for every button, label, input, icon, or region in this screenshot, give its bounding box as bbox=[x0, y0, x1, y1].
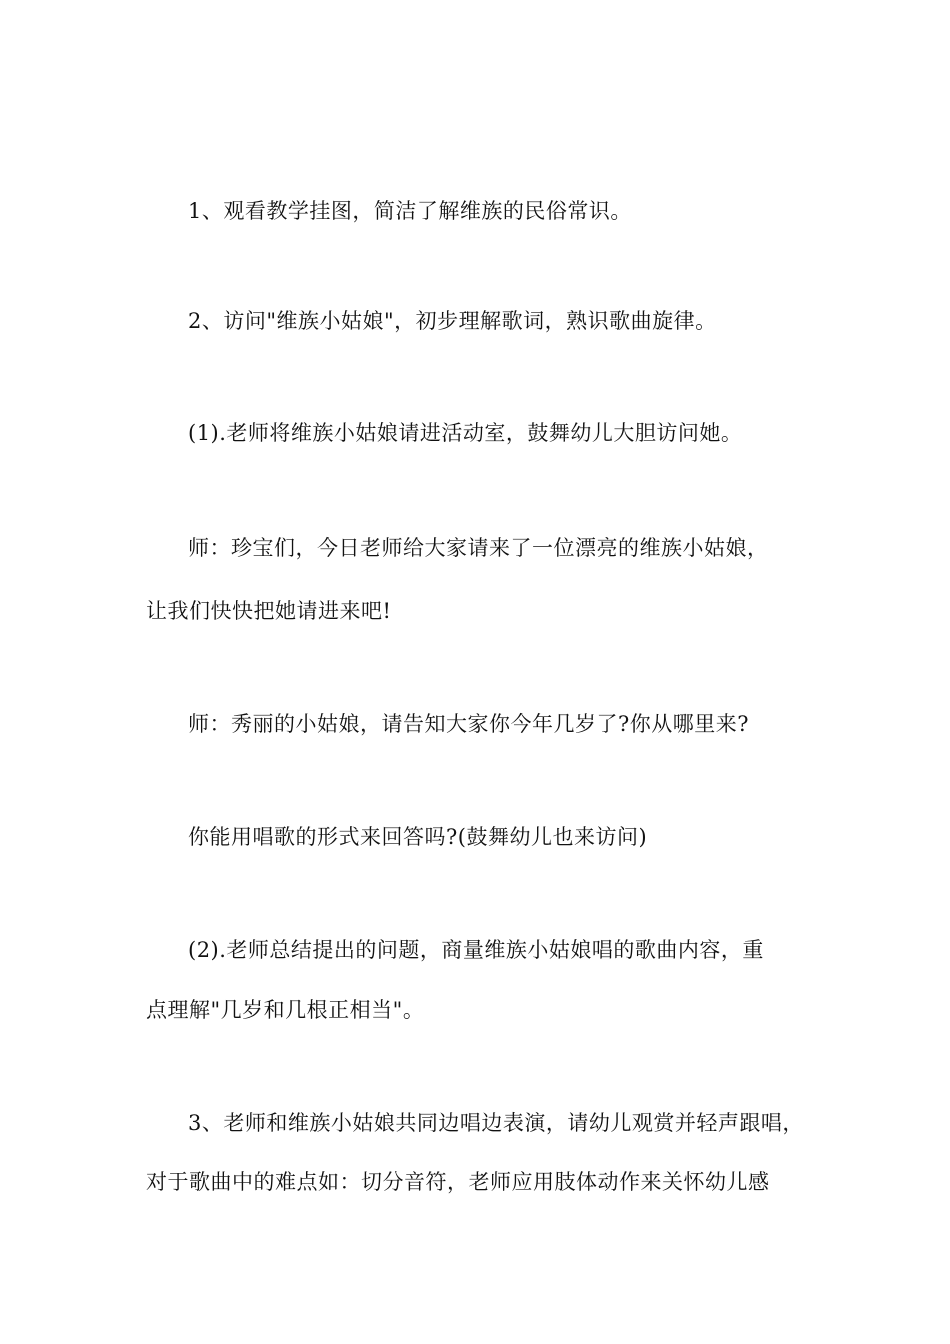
paragraph-8-line-1: 3、老师和维族小姑娘共同边唱边表演，请幼儿观赏并轻声跟唱， bbox=[188, 1111, 804, 1135]
paragraph-8-line-2: 对于歌曲中的难点如：切分音符，老师应用肢体动作来关怀幼儿感 bbox=[146, 1170, 770, 1194]
paragraph-4-line-2: 让我们快快把她请进来吧! bbox=[146, 599, 392, 623]
paragraph-6-line-1: 你能用唱歌的形式来回答吗?(鼓舞幼儿也来访问) bbox=[188, 825, 648, 849]
paragraph-2-line-1: 2、访问"维族小姑娘"，初步理解歌词，熟识歌曲旋律。 bbox=[188, 309, 717, 333]
paragraph-3-line-1: (1).老师将维族小姑娘请进活动室，鼓舞幼儿大胆访问她。 bbox=[188, 421, 743, 445]
paragraph-7-line-1: (2).老师总结提出的问题，商量维族小姑娘唱的歌曲内容，重 bbox=[188, 938, 764, 962]
paragraph-4-line-1: 师：珍宝们，今日老师给大家请来了一位漂亮的维族小姑娘， bbox=[188, 536, 769, 560]
paragraph-5-line-1: 师：秀丽的小姑娘，请告知大家你今年几岁了?你从哪里来? bbox=[188, 712, 750, 736]
paragraph-7-line-2: 点理解"几岁和几根正相当"。 bbox=[146, 998, 425, 1022]
paragraph-1-line-1: 1、观看教学挂图，简洁了解维族的民俗常识。 bbox=[188, 199, 632, 223]
